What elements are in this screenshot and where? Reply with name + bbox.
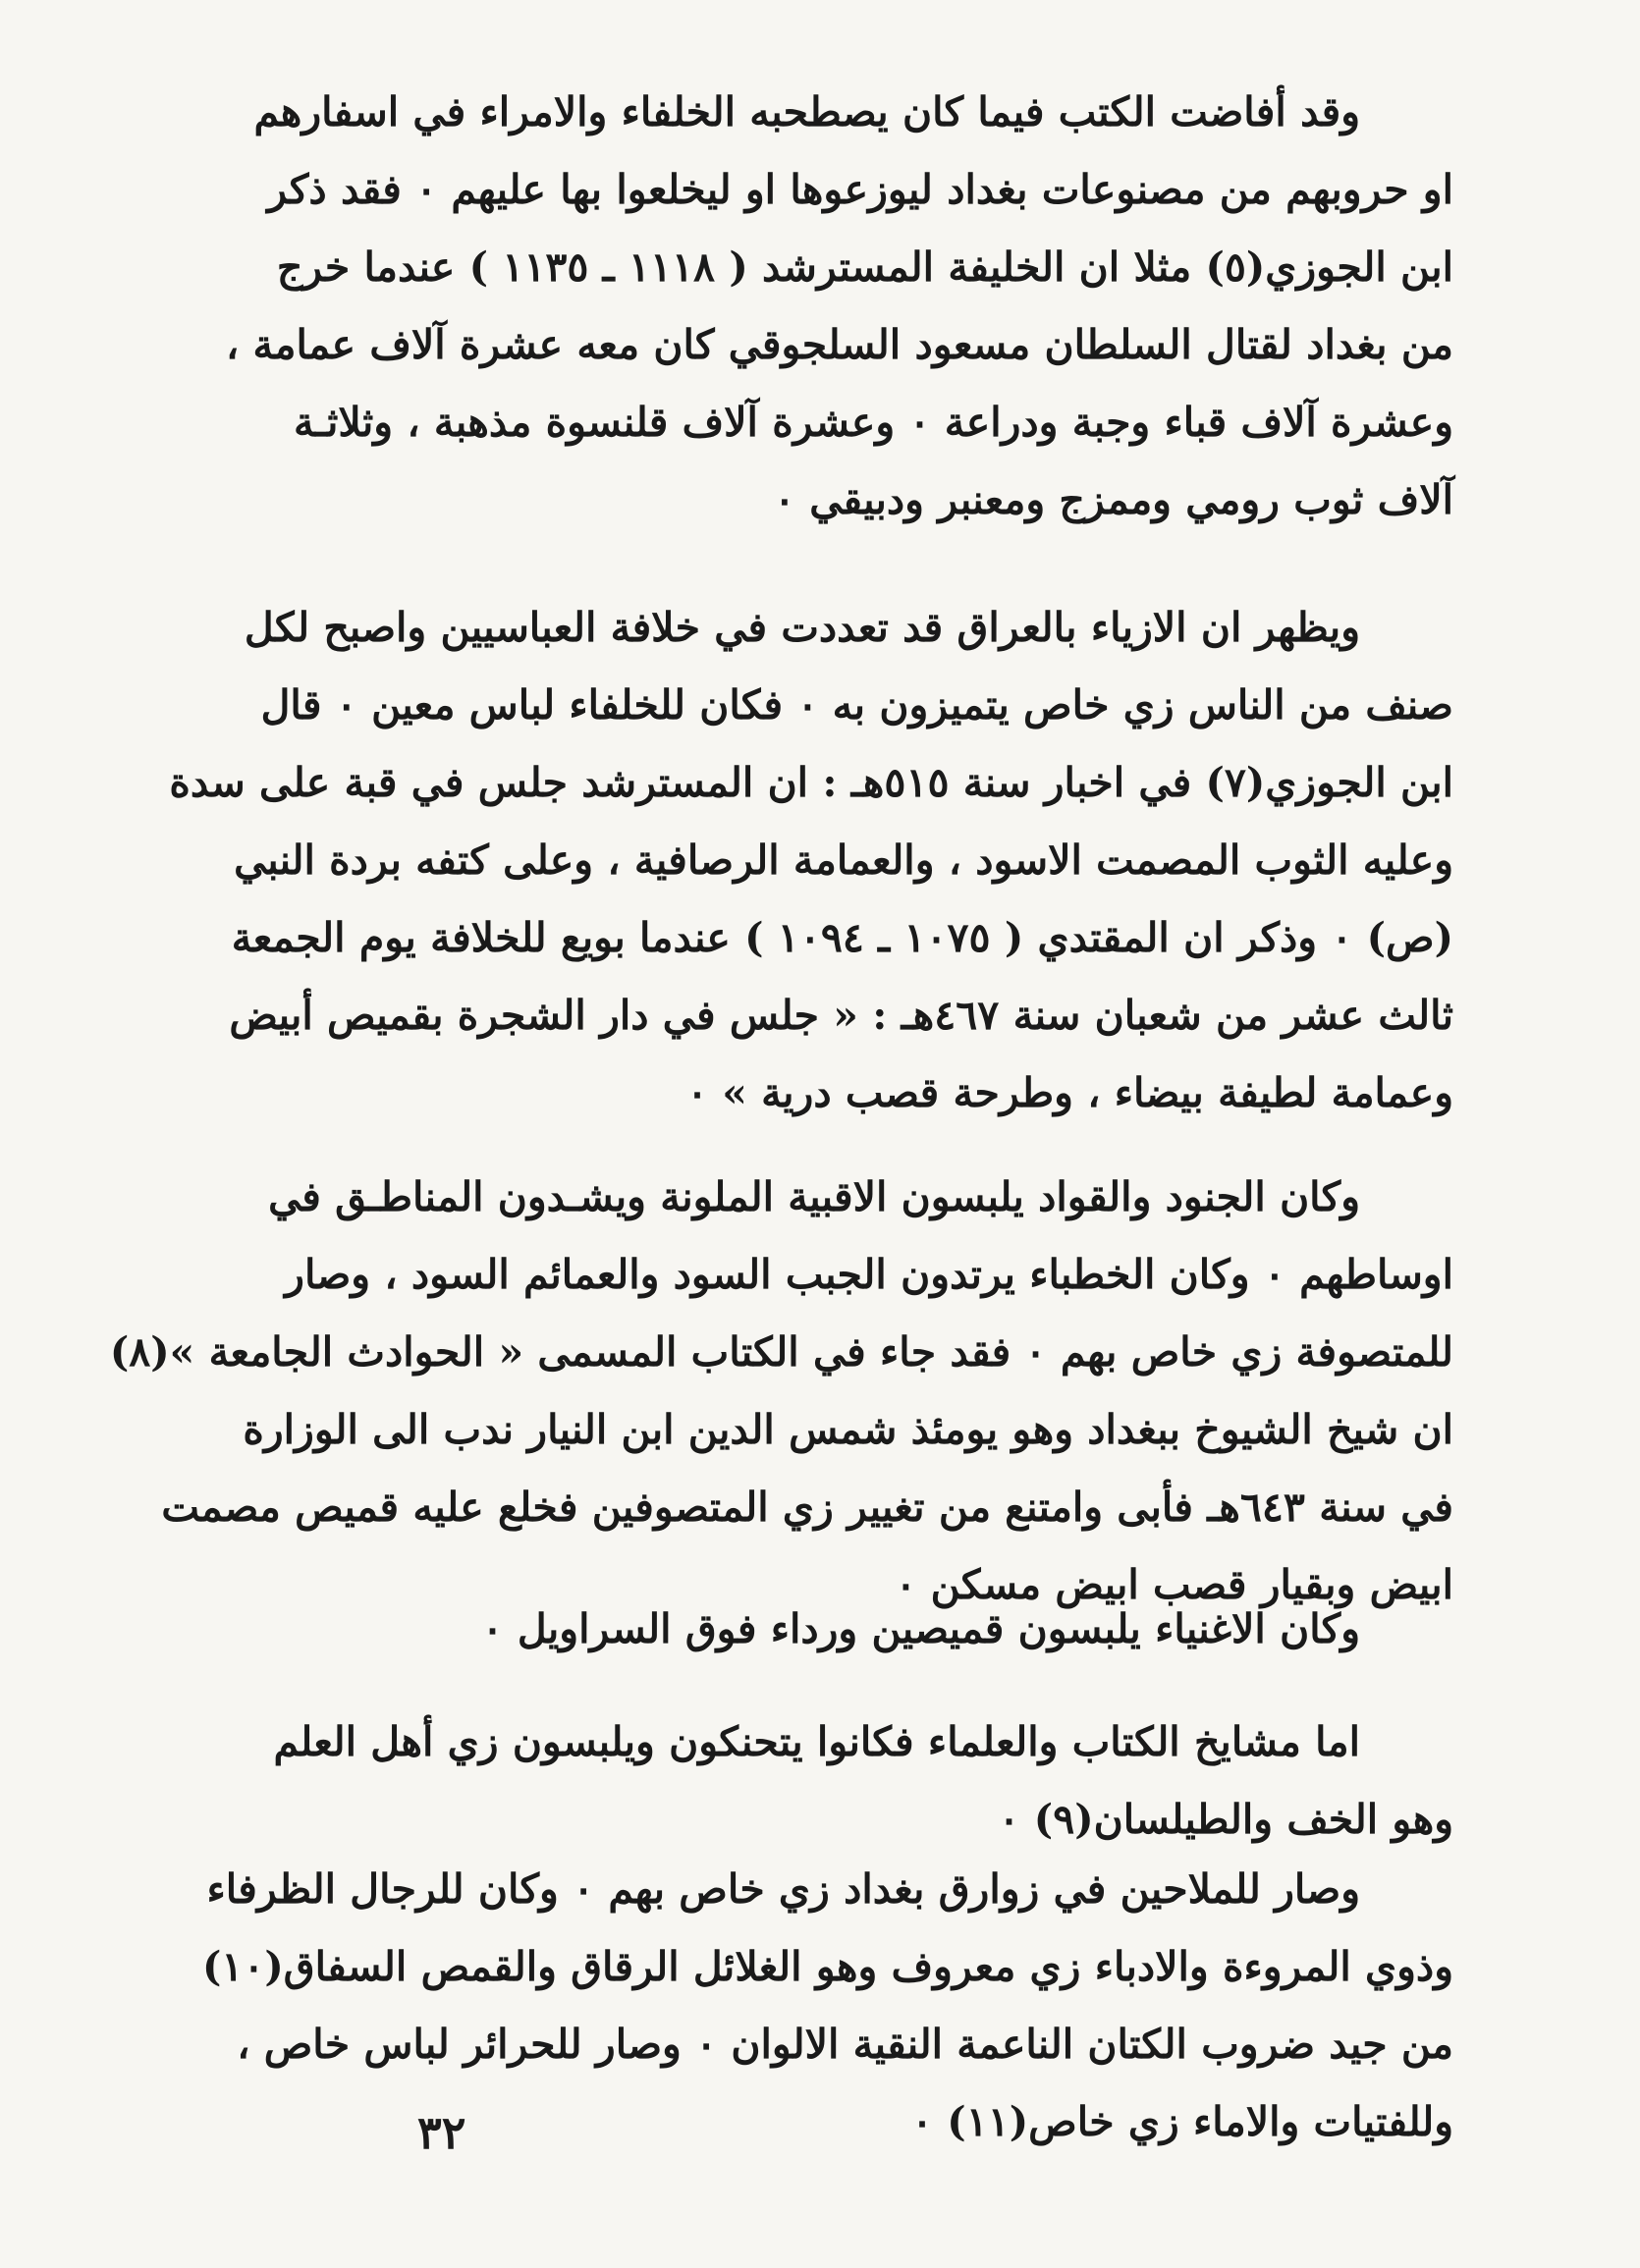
text-line: صنف من الناس زي خاص يتميزون به ٠ فكان للخلفاء لباس معين ٠ قال bbox=[260, 681, 1453, 729]
text-line: اوساطهم ٠ وكان الخطباء يرتدون الجبب السود والعمائم السود ، وصار bbox=[285, 1251, 1453, 1298]
paragraph-1 bbox=[187, 74, 1453, 539]
text-line: وعليه الثوب المصمت الاسود ، والعمامة الرصافية ، وعلى كتفه بردة النبي bbox=[234, 837, 1453, 884]
text-line: ابن الجوزي(٥) مثلا ان الخليفة المسترشد ( ١١١٨ ـ ١١٣٥ ) عندما خرج bbox=[276, 243, 1453, 291]
text-line: ان شيخ الشيوخ ببغداد وهو يومئذ شمس الدين ابن النيار ندب الى الوزارة bbox=[243, 1406, 1453, 1453]
page-text-block bbox=[109, 54, 1453, 2214]
text-line: من جيد ضروب الكتان الناعمة النقية الالوان ٠ وصار للحرائر لباس خاص ، bbox=[237, 2021, 1453, 2068]
text-line: او حروبهم من مصنوعات بغداد ليوزعوها او ليخلعوا بها عليهم ٠ فقد ذكر bbox=[267, 166, 1453, 213]
text-line: ويظهر ان الازياء بالعراق قد تعددت في خلافة العباسيين واصبح لكل bbox=[244, 604, 1360, 651]
text-line: وعمامة لطيفة بيضاء ، وطرحة قصب درية » ٠ bbox=[685, 1069, 1453, 1116]
paragraph-2 bbox=[169, 589, 1453, 1132]
text-line: وكان الاغنياء يلبسون قميصين ورداء فوق السراويل ٠ bbox=[481, 1605, 1360, 1652]
paragraph-4 bbox=[187, 1591, 1453, 1668]
paragraph-3 bbox=[109, 1159, 1453, 1624]
page-number: ٣٢ bbox=[417, 2106, 466, 2159]
text-line: ابن الجوزي(٧) في اخبار سنة ٥١٥هـ : ان المسترشد جلس في قبة على سدة bbox=[169, 759, 1453, 806]
paragraph-5 bbox=[187, 1703, 1453, 1859]
text-line: وصار للملاحين في زوارق بغداد زي خاص بهم ٠ وكان للرجال الظرفاء bbox=[206, 1865, 1360, 1913]
text-line: (ص) ٠ وذكر ان المقتدي ( ١٠٧٥ ـ ١٠٩٤ ) عندما بويع للخلافة يوم الجمعة bbox=[231, 914, 1453, 961]
text-line: آلاف ثوب رومي وممزج ومعنبر ودبيقي ٠ bbox=[773, 476, 1453, 523]
text-line: من بغداد لقتال السلطان مسعود السلجوقي كان معه عشرة آلاف عمامة ، bbox=[226, 321, 1453, 368]
text-line: وللفتيات والاماء زي خاص(١١) ٠ bbox=[910, 2098, 1453, 2145]
text-line: وعشرة آلاف قباء وجبة ودراعة ٠ وعشرة آلاف قلنسوة مذهبة ، وثلاثـة bbox=[294, 399, 1453, 446]
text-line: في سنة ٦٤٣هـ فأبى وامتنع من تغيير زي المتصوفين فخلع عليه قميص مصمت bbox=[161, 1484, 1453, 1531]
paragraph-6 bbox=[187, 1851, 1453, 2161]
text-line: ابيض وبقيار قصب ابيض مسكن ٠ bbox=[895, 1561, 1453, 1608]
text-line: وكان الجنود والقواد يلبسون الاقبية الملونة ويشـدون المناطـق في bbox=[268, 1173, 1360, 1220]
text-line: وذوي المروءة والادباء زي معروف وهو الغلائل الرقاق والقمص السفاق(١٠) bbox=[201, 1943, 1453, 1990]
text-line: وهو الخف والطيلسان(٩) ٠ bbox=[998, 1796, 1453, 1843]
text-line: اما مشايخ الكتاب والعلماء فكانوا يتحنكون ويلبسون زي أهل العلم bbox=[273, 1718, 1360, 1765]
text-line: ثالث عشر من شعبان سنة ٤٦٧هـ : « جلس في دار الشجرة بقميص أبيض bbox=[229, 992, 1453, 1039]
text-line: وقد أفاضت الكتب فيما كان يصطحبه الخلفاء والامراء في اسفارهم bbox=[253, 88, 1360, 135]
text-line: للمتصوفة زي خاص بهم ٠ فقد جاء في الكتاب المسمى « الحوادث الجامعة »(٨) bbox=[109, 1328, 1453, 1376]
